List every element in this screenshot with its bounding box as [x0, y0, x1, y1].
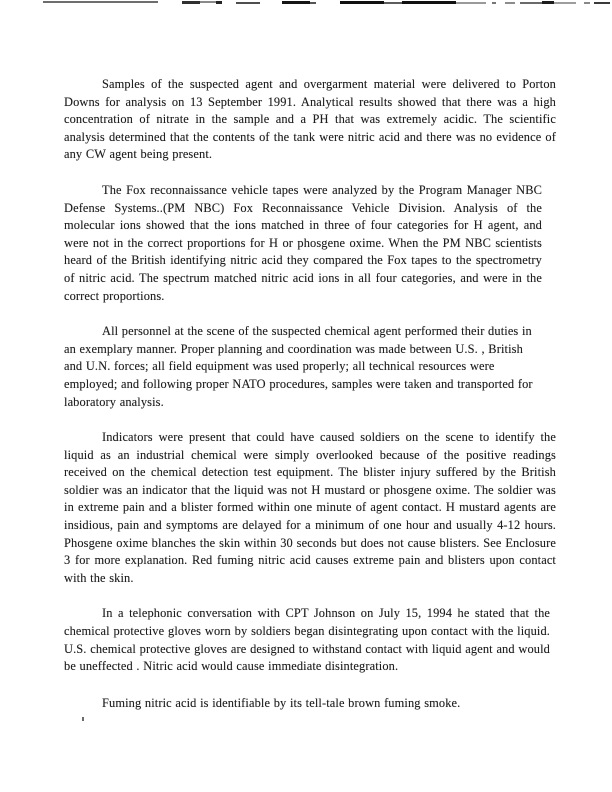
scan-edge-mark-1: [182, 1, 200, 4]
scan-edge-mark-13: [520, 2, 542, 4]
scan-edge-mark-11: [492, 2, 496, 4]
document-body: [64, 76, 556, 712]
paragraph-personnel-conduct: All personnel at the scene of the suspected chemical agent performed their duties in an exemplary manner. Proper planning and coordination was made between U.S. , British and U.N. forces; all field equipment was used properly; all technical resources were employed; and following proper NATO procedures, samples were taken and transported for laboratory analysis.: [64, 324, 533, 409]
scan-edge-mark-16: [584, 2, 590, 4]
stray-ink-speck: [82, 717, 84, 721]
scan-edge-mark-0: [43, 1, 158, 3]
scan-edge-mark-8: [384, 2, 402, 4]
scan-edge-mark-7: [340, 1, 384, 4]
scan-edge-mark-10: [456, 2, 486, 4]
scan-edge-mark-6: [310, 2, 316, 4]
scan-edge-mark-17: [594, 2, 610, 4]
paragraph-fox-vehicle-tapes: The Fox reconnaissance vehicle tapes were analyzed by the Program Manager NBC Defense Systems..(PM NBC) Fox Reconnaissance Vehicle Division. Analysis of the molecular ions showed that the ions matched in three of four categories for H agent, and were not in the correct proportions for H or phosgene oxime. When the PM NBC scientists heard of the British identifying nitric acid they compared the Fox tapes to the spectrometry of nitric acid. The spectrum matched nitric acid ions in all four categories, and were in the correct proportions.: [64, 182, 542, 303]
paragraph-indicators: Indicators were present that could have caused soldiers on the scene to identify the liquid as an industrial chemical were simply overlooked because of the positive readings received on the chemical detection test equipment. The blister injury suffered by the British soldier was an indicator that the liquid was not H mustard or phosgene oxime. The soldier was in extreme pain and a blister formed within one minute of agent contact. H mustard agents are insidious, pain and symptoms are delayed for a minimum of one hour and usually 4-12 hours. Phosgene oxime blanches the skin within 30 seconds but does not cause blisters. See Enclosure 3 for more explanation. Red fuming nitric acid causes extreme pain and blisters upon contact with the skin.: [64, 430, 556, 585]
scan-edge-mark-2: [200, 1, 216, 3]
scan-edge-mark-3: [216, 1, 222, 4]
scan-edge-mark-4: [236, 2, 260, 4]
paragraph-fuming-nitric-acid: Fuming nitric acid is identifiable by its tell-tale brown fuming smoke.: [102, 695, 461, 710]
scan-edge-mark-12: [505, 2, 515, 4]
paragraph-samples-analysis: Samples of the suspected agent and overgarment material were delivered to Porton Downs for analysis on 13 September 1991. Analytical results showed that there was a high concentration of nitrate in the sample and a PH that was extremely acidic. The scientific analysis determined that the contents of the tank were nitric acid and there was no evidence of any CW agent being present.: [64, 77, 556, 162]
scan-edge-mark-14: [542, 1, 554, 4]
scan-edge-mark-5: [282, 1, 310, 4]
scan-edge-mark-9: [402, 1, 456, 4]
scan-edge-mark-15: [554, 2, 576, 4]
scan-edge-artifact: [0, 0, 612, 8]
paragraph-telephonic-conversation: In a telephonic conversation with CPT Johnson on July 15, 1994 he stated that the chemical protective gloves worn by soldiers began disintegrating upon contact with the liquid. U.S. chemical protective gloves are designed to withstand contact with liquid agent and would be uneffected . Nitric acid would cause immediate disintegration.: [64, 606, 550, 674]
